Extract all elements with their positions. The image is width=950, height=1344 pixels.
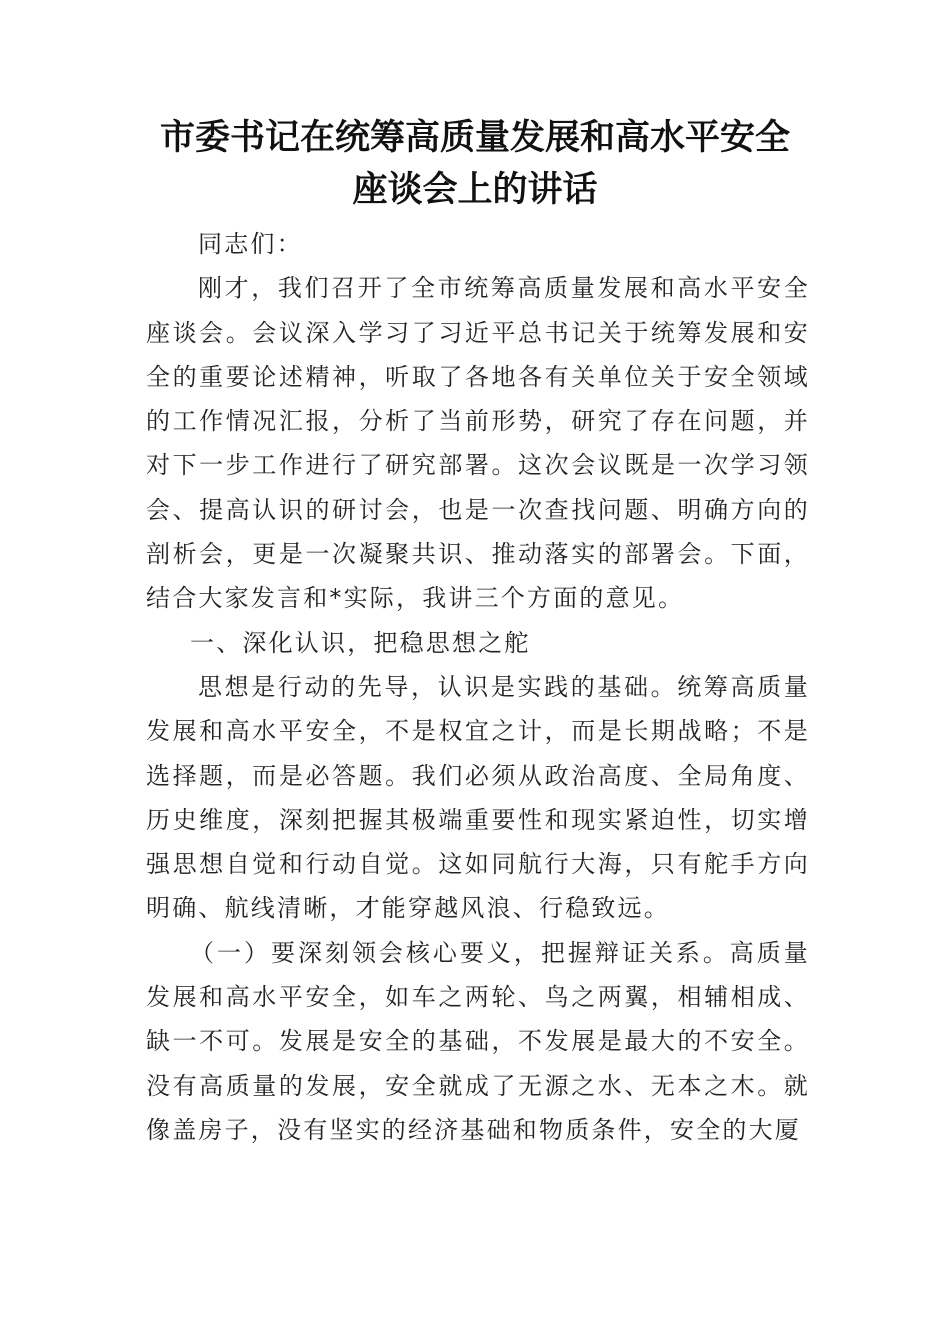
document-title-line-2: 座谈会上的讲话 — [352, 169, 598, 210]
document-title-line-1: 市委书记在统筹高质量发展和高水平安全 — [159, 117, 790, 158]
paragraph-subsection-1: （一）要深刻领会核心要义，把握辩证关系。高质量发展和高水平安全，如车之两轮、鸟之两翼，相辅相成、缺一不可。发展是安全的基础，不发展是最大的不安全。没有高质量的发展，安全就成了无源之水、无本之木。就像盖房子，没有坚实的经济基础和物质条件，安全的大厦 — [146, 938, 810, 1144]
section-heading-1: 一、深化认识，把稳思想之舵 — [190, 628, 531, 657]
paragraph-section-1: 思想是行动的先导，认识是实践的基础。统筹高质量发展和高水平安全，不是权宜之计，而是长期战略；不是选择题，而是必答题。我们必须从政治高度、全局角度、历史维度，深刻把握其极端重要性和现实紧迫性，切实增强思想自觉和行动自觉。这如同航行大海，只有舵手方向明确、航线清晰，才能穿越风浪、行稳致远。 — [146, 672, 810, 923]
paragraph-intro: 刚才，我们召开了全市统筹高质量发展和高水平安全座谈会。会议深入学习了习近平总书记关于统筹发展和安全的重要论述精神，听取了各地各有关单位关于安全领域的工作情况汇报，分析了当前形势，研究了存在问题，并对下一步工作进行了研究部署。这次会议既是一次学习领会、提高认识的研讨会，也是一次查找问题、明确方向的剖析会，更是一次凝聚共识、推动落实的部署会。下面，结合大家发言和*实际，我讲三个方面的意见。 — [146, 274, 810, 613]
salutation: 同志们： — [198, 230, 303, 258]
document-body — [146, 222, 810, 1152]
